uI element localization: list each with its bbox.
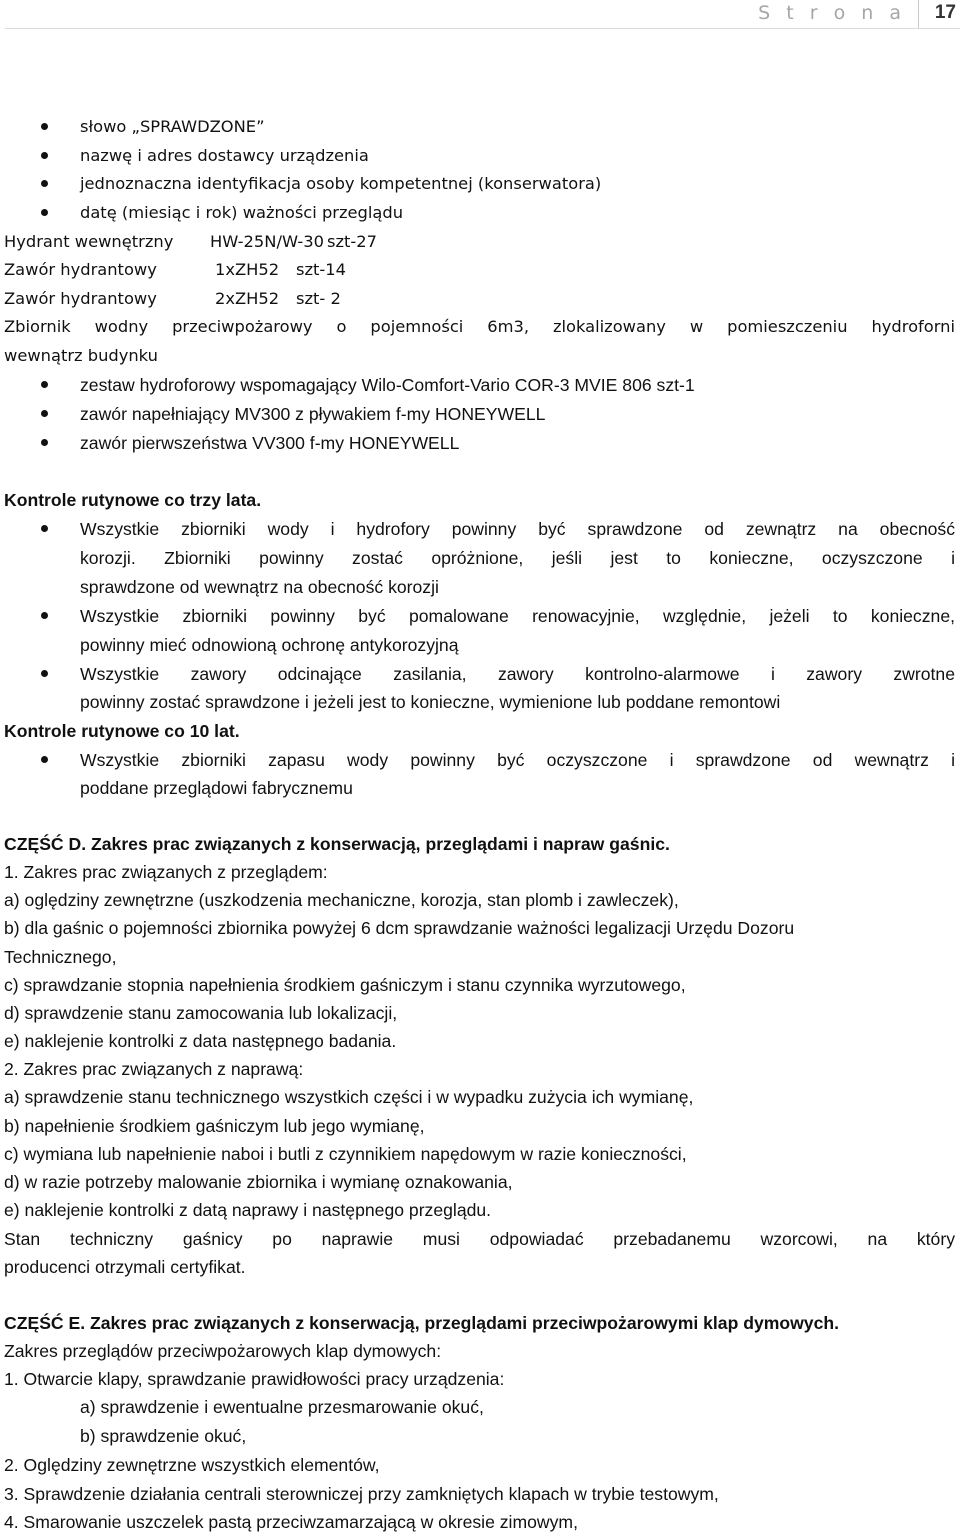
bullet: [41, 670, 48, 677]
paragraph-line: e) naklejenie kontrolki z data następnego badania.: [4, 1031, 397, 1051]
list-item: słowo „SPRAWDZONE”: [80, 117, 265, 136]
list-item: zawór pierwszeństwa VV300 f-my HONEYWELL: [80, 433, 460, 453]
numbered-item: 2. Oględziny zewnętrzne wszystkich elementów,: [4, 1455, 380, 1475]
equipment-model: 1xZH52: [215, 260, 280, 279]
bullet: [41, 123, 48, 130]
equipment-row: [4, 228, 960, 256]
tank-description-cont: wewnątrz budynku: [4, 346, 158, 365]
list-item: nazwę i adres dostawcy urządzenia: [80, 146, 369, 165]
equipment-name: Hydrant wewnętrzny: [4, 232, 174, 251]
paragraph-line: d) w razie potrzeby malowanie zbiornika i wymianę oznakowania,: [4, 1172, 513, 1192]
list-item-line: powinny mieć odnowioną ochronę antykorozyjną: [80, 635, 459, 655]
bullet: [41, 612, 48, 619]
list-item-line: Wszystkie zbiorniki wody i hydrofory powinny być sprawdzone od zewnątrz na obecność: [80, 519, 955, 539]
bullet: [41, 381, 48, 388]
part-d-heading: CZĘŚĆ D. Zakres prac związanych z konserwacją, przeglądami i napraw gaśnic.: [4, 834, 670, 854]
bullet: [41, 439, 48, 446]
section-heading: Kontrole rutynowe co 10 lat.: [4, 721, 240, 741]
equipment-name: Zawór hydrantowy: [4, 289, 157, 308]
page-label: S t r o n a: [758, 2, 906, 24]
subsection-title: 1. Zakres prac związanych z przeglądem:: [4, 862, 328, 882]
equipment-qty: szt- 2: [296, 289, 341, 308]
paragraph-line: producenci otrzymali certyfikat.: [4, 1257, 246, 1277]
equipment-qty: szt-27: [327, 232, 378, 251]
list-item: zawór napełniający MV300 z pływakiem f-my HONEYWELL: [80, 404, 546, 424]
header-rule: [5, 28, 960, 29]
page-number: 17: [934, 2, 956, 23]
paragraph-line: c) wymiana lub napełnienie naboi i butli z czynnikiem napędowym w razie konieczności,: [4, 1144, 687, 1164]
header-separator: [918, 0, 919, 29]
numbered-item: 1. Otwarcie klapy, sprawdzanie prawidłowości pracy urządzenia:: [4, 1369, 505, 1389]
tank-description: Zbiornik wodny przeciwpożarowy o pojemności 6m3, zlokalizowany w pomieszczeniu hydroforni: [4, 317, 955, 336]
section-heading: Kontrole rutynowe co trzy lata.: [4, 490, 262, 510]
subsection-title: 2. Zakres prac związanych z naprawą:: [4, 1059, 304, 1079]
paragraph-line: d) sprawdzenie stanu zamocowania lub lokalizacji,: [4, 1003, 398, 1023]
paragraph-line: Zakres przeglądów przeciwpożarowych klap dymowych:: [4, 1341, 442, 1361]
bullet: [41, 180, 48, 187]
part-e-heading: CZĘŚĆ E. Zakres prac związanych z konserwacją, przeglądami przeciwpożarowymi klap dymowych.: [4, 1313, 840, 1333]
list-item-line: poddane przeglądowi fabrycznemu: [80, 778, 353, 798]
page-header: [0, 0, 960, 29]
equipment-model: HW-25N/W-30: [210, 232, 324, 251]
paragraph-line: Technicznego,: [4, 947, 117, 967]
sub-item: b) sprawdzenie okuć,: [80, 1426, 247, 1446]
list-item-line: Wszystkie zawory odcinające zasilania, zawory kontrolno-alarmowe i zawory zwrotne: [80, 664, 955, 684]
list-item-line: sprawdzone od wewnątrz na obecność korozji: [80, 577, 439, 597]
sub-item: a) sprawdzenie i ewentualne przesmarowanie okuć,: [80, 1397, 484, 1417]
paragraph-line: Stan techniczny gaśnicy po naprawie musi odpowiadać przebadanemu wzorcowi, na który: [4, 1229, 955, 1249]
equipment-qty: szt-14: [296, 260, 347, 279]
list-item-line: powinny zostać sprawdzone i jeżeli jest to konieczne, wymienione lub poddane remontowi: [80, 692, 781, 712]
paragraph-line: b) napełnienie środkiem gaśniczym lub jego wymianę,: [4, 1116, 425, 1136]
bullet: [41, 209, 48, 216]
bullet: [41, 410, 48, 417]
equipment-row: [4, 285, 960, 313]
equipment-row: [4, 256, 960, 284]
paragraph-line: b) dla gaśnic o pojemności zbiornika powyżej 6 dcm sprawdzanie ważności legalizacji Urzędu Dozoru: [4, 918, 795, 938]
numbered-item: 4. Smarowanie uszczelek pastą przeciwzamarzającą w okresie zimowym,: [4, 1512, 578, 1532]
equipment-model: 2xZH52: [215, 289, 280, 308]
list-item-line: Wszystkie zbiorniki zapasu wody powinny być oczyszczone i sprawdzone od wewnątrz i: [80, 750, 955, 770]
list-item: zestaw hydroforowy wspomagający Wilo-Comfort-Vario COR-3 MVIE 806 szt-1: [80, 375, 695, 395]
paragraph-line: a) sprawdzenie stanu technicznego wszystkich części i w wypadku zużycia ich wymianę,: [4, 1087, 694, 1107]
bullet: [41, 525, 48, 532]
bullet: [41, 152, 48, 159]
list-item: jednoznaczna identyfikacja osoby kompetentnej (konserwatora): [80, 174, 602, 193]
equipment-name: Zawór hydrantowy: [4, 260, 157, 279]
paragraph-line: a) oględziny zewnętrzne (uszkodzenia mechaniczne, korozja, stan plomb i zawleczek),: [4, 890, 679, 910]
numbered-item: 3. Sprawdzenie działania centrali sterowniczej przy zamkniętych klapach w trybie testowym,: [4, 1484, 719, 1504]
bullet: [41, 756, 48, 763]
list-item-line: korozji. Zbiorniki powinny zostać opróżnione, jeśli jest to konieczne, oczyszczone i: [80, 548, 955, 568]
paragraph-line: e) naklejenie kontrolki z datą naprawy i następnego przeglądu.: [4, 1200, 492, 1220]
list-item: datę (miesiąc i rok) ważności przeglądu: [80, 203, 404, 222]
paragraph-line: c) sprawdzanie stopnia napełnienia środkiem gaśniczym i stanu czynnika wyrzutowego,: [4, 975, 686, 995]
list-item-line: Wszystkie zbiorniki powinny być pomalowane renowacyjnie, względnie, jeżeli to konieczne,: [80, 606, 955, 626]
